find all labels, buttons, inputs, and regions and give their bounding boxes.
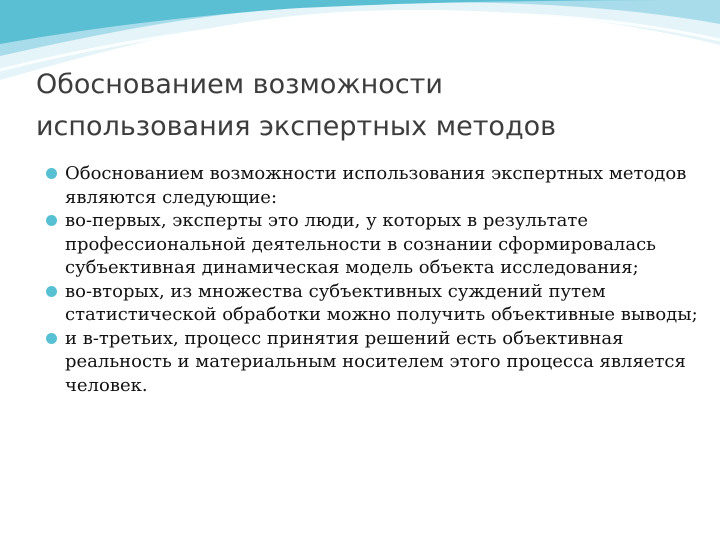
bullet-item [46,280,711,327]
bullet-text: и в-третьих, процесс принятия решений есть объективная реальность и материальным носителем этого процесса является человек. [65,327,686,396]
bullet-list [46,162,711,397]
bullet-item [46,327,711,398]
bullet-text: во-вторых, из множества субъективных суждений путем статистической обработки можно получить объективные выводы; [65,280,698,325]
bullet-item [46,162,711,209]
bullet-text: во-первых, эксперты это люди, у которых в результате профессиональной деятельности в сознании сформировалась субъективная динамическая модель объекта исследования; [65,210,656,278]
bullet-text: Обоснованием возможности использования экспертных методов являются следующие: [65,163,687,208]
bullet-dot-icon [46,168,57,179]
bullet-dot-icon [46,286,57,297]
bullet-dot-icon [46,215,57,226]
slide-title-line-1: Обоснованием возможности [36,69,443,100]
bullet-item [46,209,711,280]
bullet-dot-icon [46,333,57,344]
slide-title [36,64,676,148]
slide-title-line-2: использования экспертных методов [36,111,557,142]
